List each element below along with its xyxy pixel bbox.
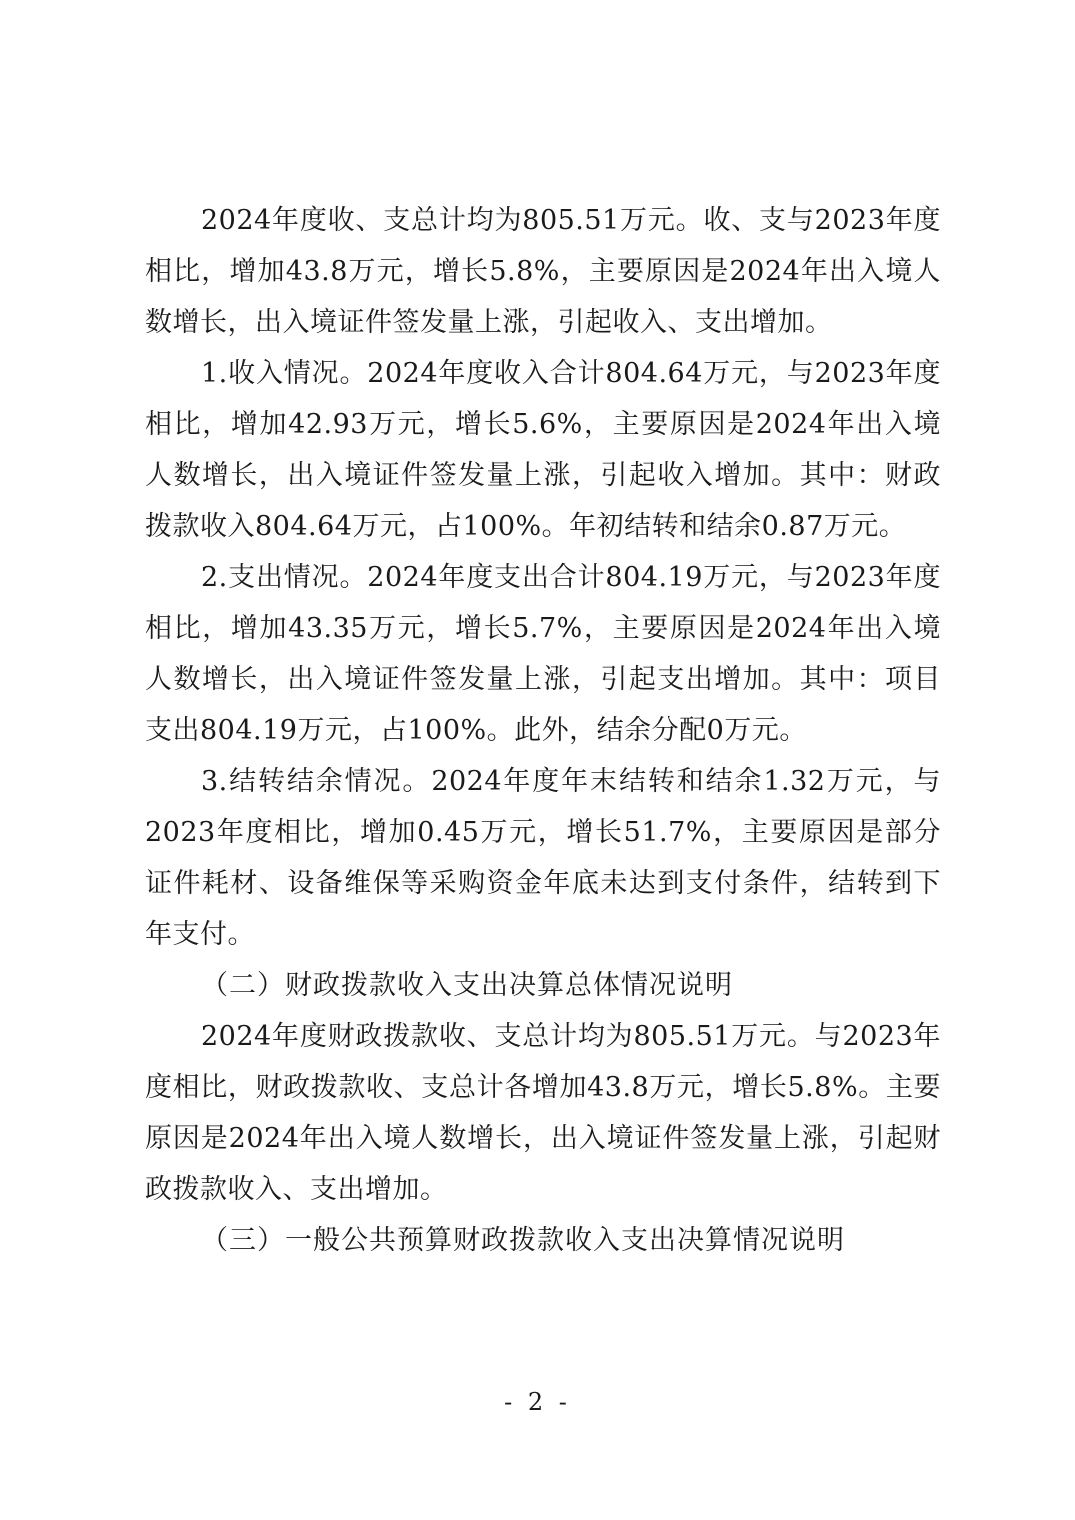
paragraph-income: 1.收入情况。2024年度收入合计804.64万元，与2023年度相比，增加42.93万元，增长5.6%，主要原因是2024年出入境人数增长，出入境证件签发量上涨，引起收入增加。其中：财政拨款收入804.64万元，占100%。年初结转和结余0.87万元。 [145, 358, 941, 542]
page-number: - 2 - [504, 1388, 571, 1416]
section-heading-2: （二）财政拨款收入支出决算总体情况说明 [201, 970, 733, 1001]
paragraph-fiscal-appropriation: 2024年度财政拨款收、支总计均为805.51万元。与2023年度相比，财政拨款收、支总计各增加43.8万元，增长5.8%。主要原因是2024年出入境人数增长，出入境证件签发量上涨，引起财政拨款收入、支出增加。 [145, 1021, 941, 1205]
document-body [145, 195, 941, 1266]
paragraph-carryover: 3.结转结余情况。2024年度年末结转和结余1.32万元，与2023年度相比，增加0.45万元，增长51.7%，主要原因是部分证件耗材、设备维保等采购资金年底未达到支付条件，结转到下年支付。 [145, 766, 941, 950]
paragraph-expenditure: 2.支出情况。2024年度支出合计804.19万元，与2023年度相比，增加43.35万元，增长5.7%，主要原因是2024年出入境人数增长，出入境证件签发量上涨，引起支出增加。其中：项目支出804.19万元，占100%。此外，结余分配0万元。 [145, 562, 941, 746]
paragraph-summary: 2024年度收、支总计均为805.51万元。收、支与2023年度相比，增加43.8万元，增长5.8%，主要原因是2024年出入境人数增长，出入境证件签发量上涨，引起收入、支出增加。 [145, 205, 941, 338]
section-heading-3: （三）一般公共预算财政拨款收入支出决算情况说明 [201, 1225, 845, 1256]
